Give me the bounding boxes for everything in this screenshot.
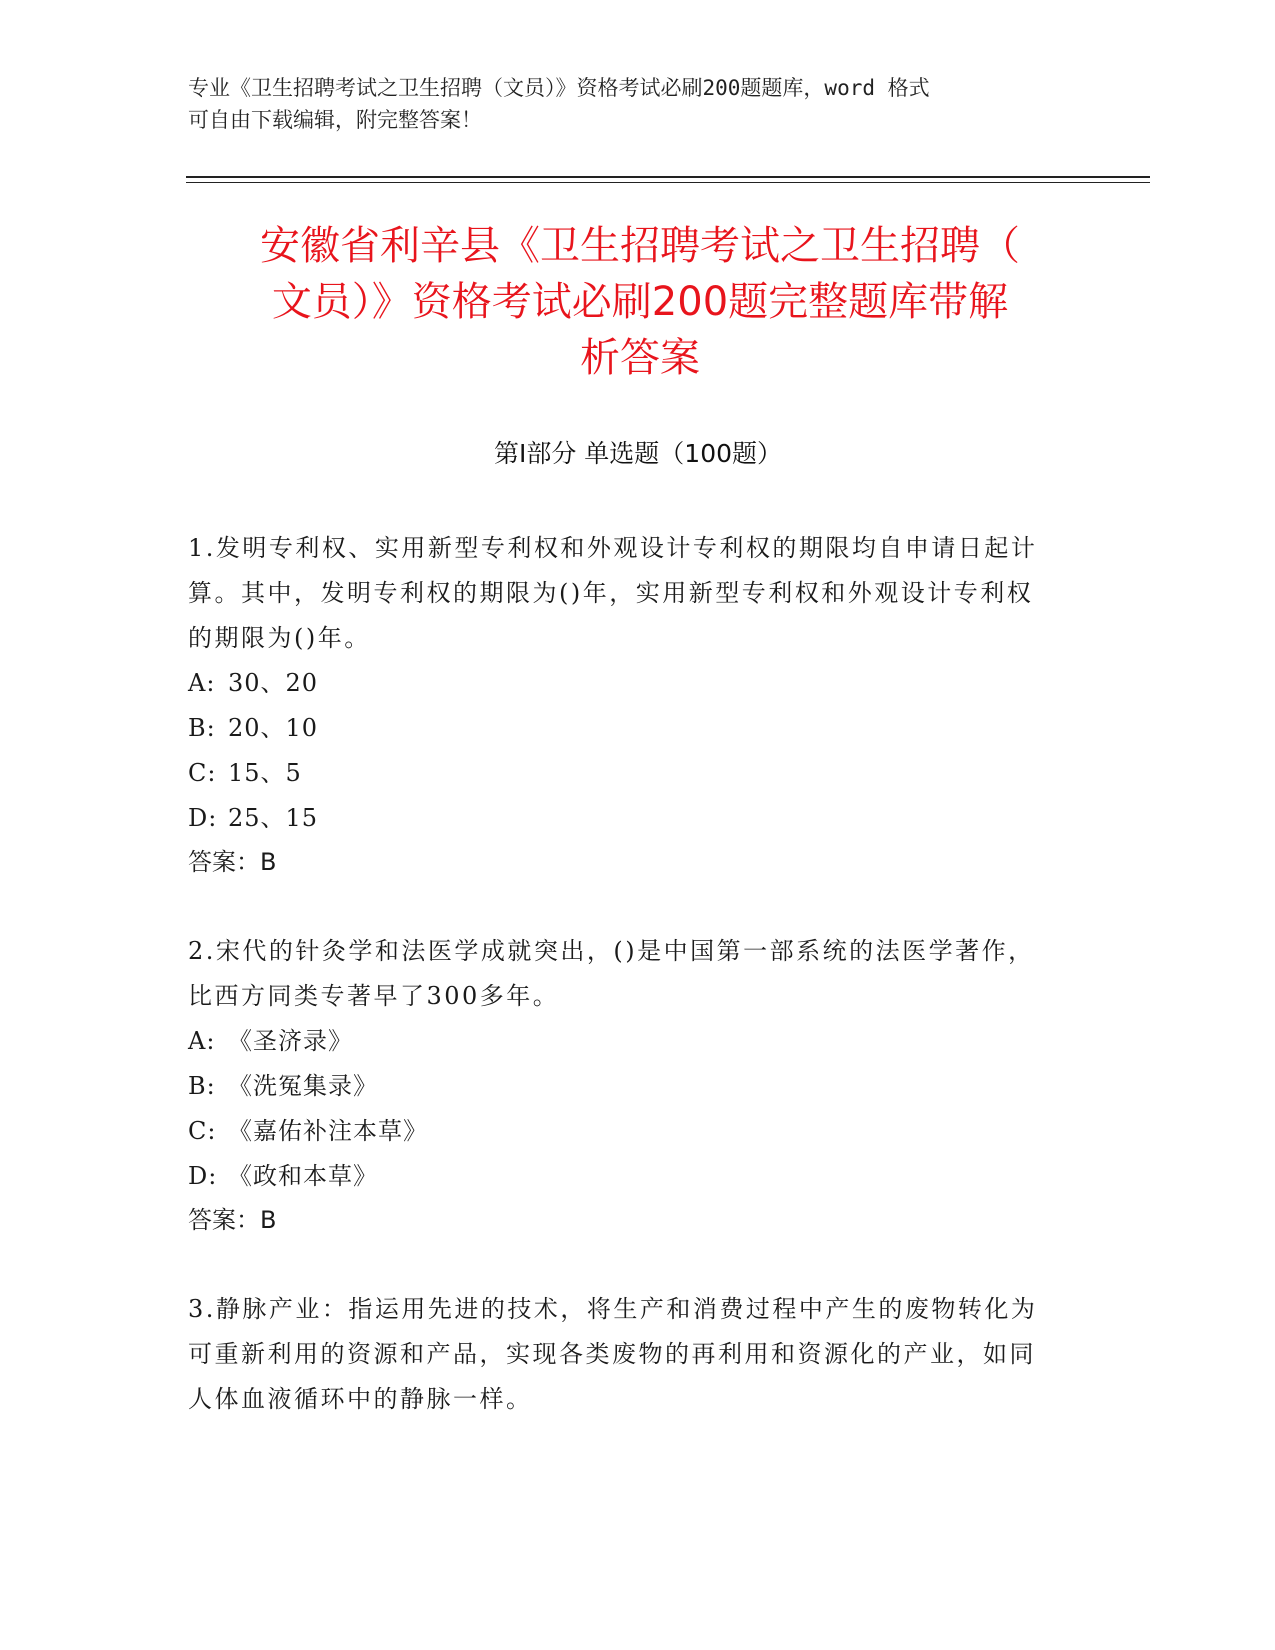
option-key: B: (188, 714, 216, 742)
question-3 (188, 1287, 1058, 1422)
question-1 (188, 526, 1058, 883)
option-text: 《圣济录》 (228, 1027, 353, 1055)
document-title-line-2: 文员）》资格考试必刷200题完整题库带解 (271, 279, 1009, 325)
header-note-line-1: 专业《卫生招聘考试之卫生招聘（文员）》资格考试必刷200题题库，word 格式 (188, 76, 930, 100)
document-title-line-3: 析答案 (580, 335, 700, 381)
question-stem: 3.静脉产业：指运用先进的技术，将生产和消费过程中产生的废物转化为可重新利用的资源和产品，实现各类废物的再利用和资源化的产业，如同人体血液循环中的静脉一样。 (188, 1295, 1038, 1413)
header-divider-thick (186, 176, 1150, 178)
header-divider-thin (186, 182, 1150, 183)
option-text: 15、5 (228, 759, 302, 787)
answer-label: 答案：B (188, 1206, 277, 1234)
option-text: 《嘉佑补注本草》 (228, 1117, 428, 1145)
option-b (188, 706, 1058, 751)
option-text: 《洗冤集录》 (228, 1072, 378, 1100)
option-c (188, 751, 1058, 796)
option-key: D: (188, 1162, 218, 1190)
header-note (188, 72, 1068, 136)
option-text: 30、20 (228, 669, 319, 697)
option-b (188, 1064, 1058, 1109)
document-title-line-1: 安徽省利辛县《卫生招聘考试之卫生招聘（ (260, 223, 1020, 269)
option-key: A: (188, 669, 216, 697)
question-stem: 2.宋代的针灸学和法医学成就突出，()是中国第一部系统的法医学著作，比西方同类专著早了300多年。 (188, 937, 1035, 1010)
option-d (188, 1154, 1058, 1199)
question-2 (188, 929, 1058, 1241)
option-text: 25、15 (228, 804, 319, 832)
option-key: C: (188, 759, 217, 787)
question-stem: 1.发明专利权、实用新型专利权和外观设计专利权的期限均自申请日起计算。其中，发明专利权的期限为()年，实用新型专利权和外观设计专利权的期限为()年。 (188, 534, 1038, 652)
document-title (190, 218, 1090, 386)
option-key: D: (188, 804, 218, 832)
option-d (188, 796, 1058, 841)
section-heading: 第Ⅰ部分 单选题（100题） (493, 439, 783, 468)
answer-label: 答案：B (188, 848, 277, 876)
option-text: 20、10 (228, 714, 319, 742)
option-text: 《政和本草》 (228, 1162, 378, 1190)
option-key: C: (188, 1117, 217, 1145)
option-a (188, 661, 1058, 706)
header-note-line-2: 可自由下载编辑，附完整答案！ (188, 108, 482, 132)
option-c (188, 1109, 1058, 1154)
option-key: B: (188, 1072, 216, 1100)
option-a (188, 1019, 1058, 1064)
option-key: A: (188, 1027, 216, 1055)
question-list (188, 526, 1058, 1468)
